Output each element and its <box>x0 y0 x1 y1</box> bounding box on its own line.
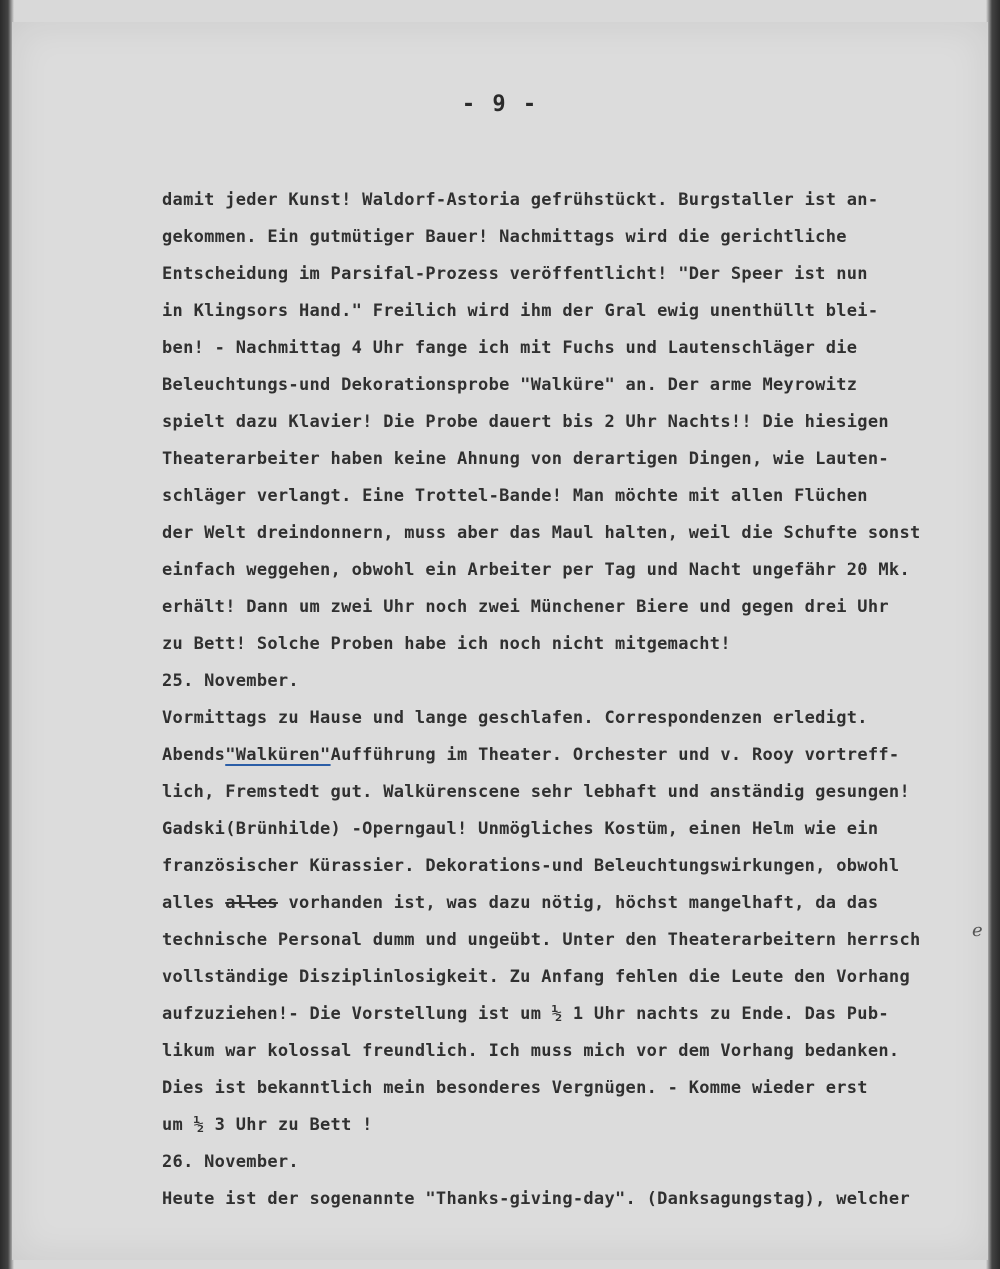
text-line: um ½ 3 Uhr zu Bett ! <box>162 1115 373 1135</box>
text-line: Entscheidung im Parsifal-Prozess veröffentlicht! "Der Speer ist nun <box>162 264 868 284</box>
text-line: Gadski(Brünhilde) -Operngaul! Unmögliches Kostüm, einen Helm wie ein <box>162 819 879 839</box>
struck-word: alles <box>225 893 278 913</box>
text-line: zu Bett! Solche Proben habe ich noch nicht mitgemacht! <box>162 634 731 654</box>
text-line: Heute ist der sogenannte "Thanks-giving-day". (Danksagungstag), welcher <box>162 1189 910 1209</box>
text-fragment: Abends <box>162 745 226 765</box>
text-fragment: alles <box>162 893 215 913</box>
margin-correction-mark: e <box>972 920 983 941</box>
body-text <box>162 182 982 1218</box>
text-line: aufzuziehen!- Die Vorstellung ist um ½ 1 Uhr nachts zu Ende. Das Pub- <box>162 1004 889 1024</box>
text-line: spielt dazu Klavier! Die Probe dauert bis 2 Uhr Nachts!! Die hiesigen <box>162 412 889 432</box>
typewritten-page <box>12 22 988 1260</box>
date-heading: 26. November. <box>162 1152 299 1172</box>
text-line: Dies ist bekanntlich mein besonderes Vergnügen. - Komme wieder erst <box>162 1078 868 1098</box>
text-line: der Welt dreindonnern, muss aber das Maul halten, weil die Schufte sonst <box>162 523 921 543</box>
text-line: Theaterarbeiter haben keine Ahnung von derartigen Dingen, wie Lauten- <box>162 449 889 469</box>
text-line: in Klingsors Hand." Freilich wird ihm der Gral ewig unenthüllt blei- <box>162 301 879 321</box>
text-line <box>162 885 982 922</box>
text-line: erhält! Dann um zwei Uhr noch zwei Münchener Biere und gegen drei Uhr <box>162 597 889 617</box>
page-number: - 9 - <box>461 92 539 117</box>
text-fragment: vorhanden ist, was dazu nötig, höchst mangelhaft, da das <box>277 893 879 913</box>
text-line: damit jeder Kunst! Waldorf-Astoria gefrühstückt. Burgstaller ist an- <box>162 190 879 210</box>
text-line: ben! - Nachmittag 4 Uhr fange ich mit Fuchs und Lautenschläger die <box>162 338 858 358</box>
text-line: gekommen. Ein gutmütiger Bauer! Nachmittags wird die gerichtliche <box>162 227 847 247</box>
text-line: schläger verlangt. Eine Trottel-Bande! Man möchte mit allen Flüchen <box>162 486 868 506</box>
text-line: lich, Fremstedt gut. Walkürenscene sehr lebhaft und anständig gesungen! <box>162 782 910 802</box>
text-line: einfach weggehen, obwohl ein Arbeiter per Tag und Nacht ungefähr 20 Mk. <box>162 560 910 580</box>
text-line: Beleuchtungs-und Dekorationsprobe "Walküre" an. Der arme Meyrowitz <box>162 375 858 395</box>
text-line: französischer Kürassier. Dekorations-und Beleuchtungswirkungen, obwohl <box>162 856 900 876</box>
underlined-walkueren: "Walküren" <box>225 745 331 765</box>
text-line: likum war kolossal freundlich. Ich muss mich vor dem Vorhang bedanken. <box>162 1041 900 1061</box>
text-line <box>162 737 982 774</box>
text-fragment: Aufführung im Theater. Orchester und v. Rooy vortreff- <box>330 745 900 765</box>
text-line: vollständige Disziplinlosigkeit. Zu Anfang fehlen die Leute den Vorhang <box>162 967 910 987</box>
date-heading: 25. November. <box>162 671 299 691</box>
text-line: technische Personal dumm und ungeübt. Unter den Theaterarbeitern herrsch <box>162 930 921 950</box>
text-line: Vormittags zu Hause und lange geschlafen. Correspondenzen erledigt. <box>162 708 868 728</box>
